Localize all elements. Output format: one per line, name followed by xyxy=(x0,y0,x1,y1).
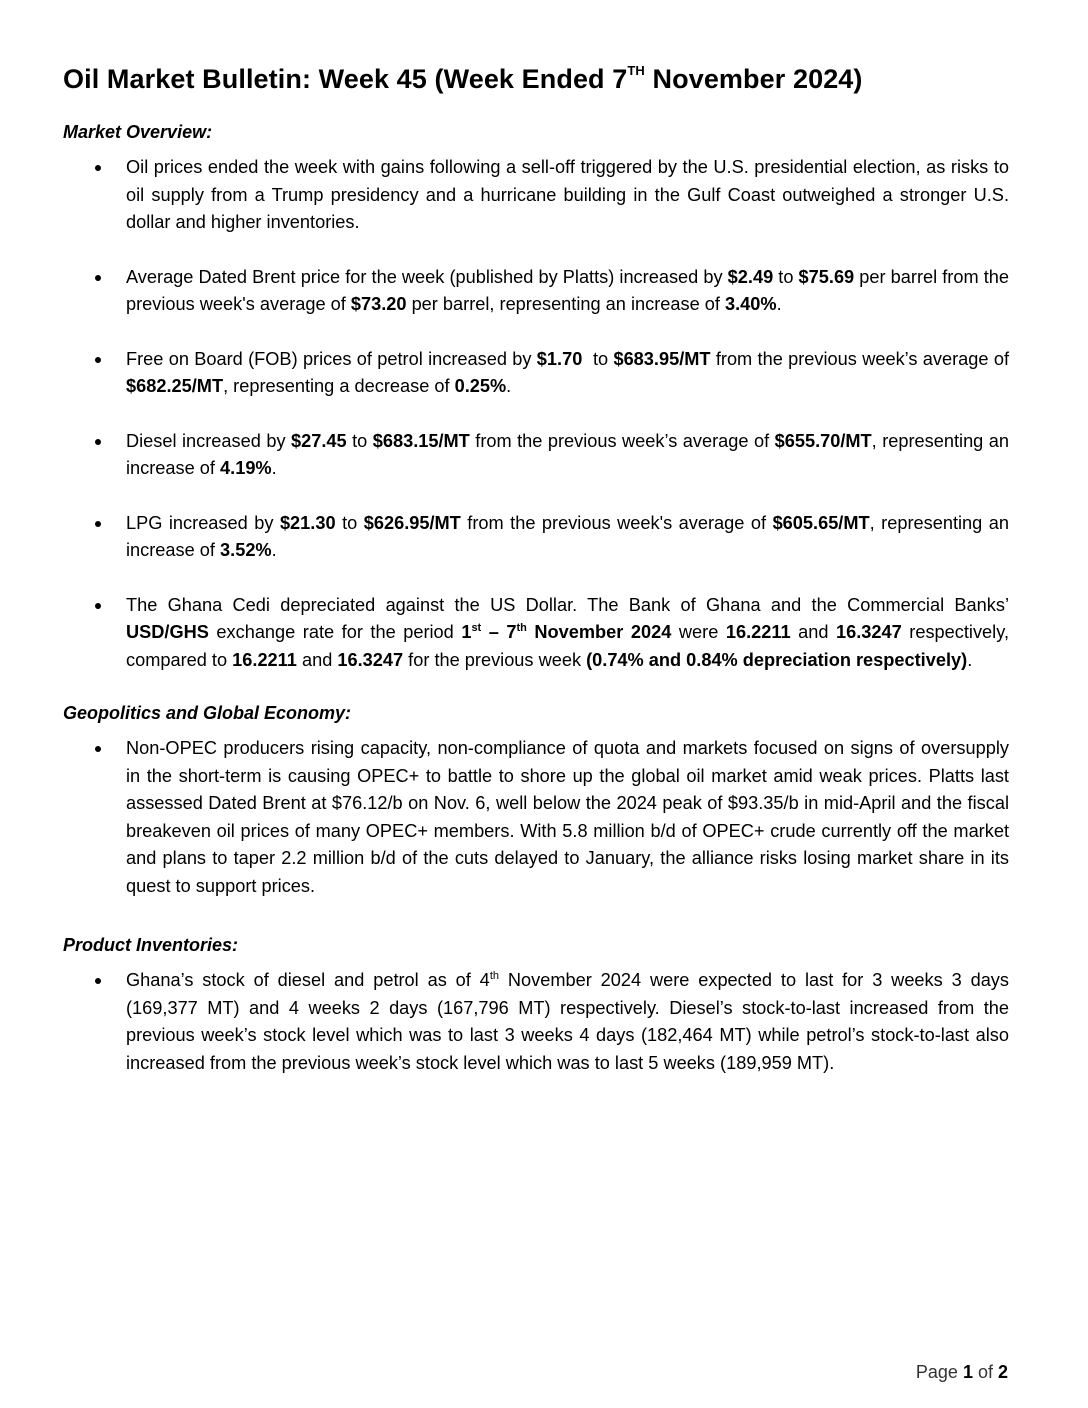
list-item xyxy=(63,154,1009,237)
section-heading-inventories: Product Inventories: xyxy=(63,935,239,955)
page-title xyxy=(63,60,1009,98)
bullet-text: per barrel from the previous week's average of xyxy=(126,266,1010,314)
previous-price-value: $605.65/MT xyxy=(772,512,870,533)
bullet-text: Diesel increased by xyxy=(126,430,291,451)
title-prefix: Oil Market Bulletin: Week 45 (Week Ended 7 xyxy=(63,64,628,94)
bullet-text: , representing an increase of xyxy=(126,512,1009,560)
previous-price-value: $73.20 xyxy=(350,294,407,314)
period-month-year: November 2024 xyxy=(526,622,672,642)
ordinal-suffix: th xyxy=(516,622,527,634)
currency-pair: USD/GHS xyxy=(126,622,209,642)
percent-value: 4.19% xyxy=(220,458,272,478)
depreciation-note: (0.74% and 0.84% depreciation respectively) xyxy=(586,649,968,670)
section-heading-geopolitics: Geopolitics and Global Economy: xyxy=(63,703,352,723)
market-overview-list xyxy=(63,154,1009,674)
bullet-text: . xyxy=(776,294,782,314)
percent-value: 3.52% xyxy=(220,540,272,560)
bullet-icon xyxy=(95,439,101,445)
bullet-text: LPG increased by xyxy=(126,512,280,533)
ordinal-suffix: th xyxy=(489,970,499,982)
price-change-value: $27.45 xyxy=(291,430,347,451)
price-value: $683.95/MT xyxy=(613,348,711,369)
list-item xyxy=(63,346,1009,401)
bullet-text: . xyxy=(967,649,973,670)
bullet-text: respectively, compared to xyxy=(126,622,1010,670)
bullet-text: , representing a decrease of xyxy=(223,376,455,396)
percent-value: 0.25% xyxy=(454,376,507,396)
inventories-section xyxy=(63,933,1009,1077)
period-start-day: 1 xyxy=(461,622,472,642)
bullet-icon xyxy=(95,521,101,527)
commercial-rate-value: 16.3247 xyxy=(836,622,902,642)
bullet-icon xyxy=(95,357,101,363)
price-value: $626.95/MT xyxy=(363,512,461,533)
list-item xyxy=(63,264,1009,319)
bullet-text: and xyxy=(296,649,338,670)
bullet-text: Non-OPEC producers rising capacity, non-compliance of quota and markets focused on signs of oversupply in the short-term is causing OPEC+ to battle to shore up the global oil market amid weak prices. Platts last assessed Dated Brent at $76.12/b on Nov. 6, well below the 2024 peak of $93.35/b in mid-April and the fiscal breakeven oil prices of many OPEC+ members. With 5.8 million b/d of OPEC+ crude currently off the market and plans to taper 2.2 million b/d of the cuts delayed to January, the alliance risks losing market share in its quest to support prices. xyxy=(126,738,1009,896)
previous-bog-rate-value: 16.2211 xyxy=(232,649,297,670)
price-value: $75.69 xyxy=(798,266,855,287)
bullet-text: . xyxy=(271,458,277,478)
bullet-text: exchange rate for the period xyxy=(208,622,462,642)
bullet-text: from the previous week's average of xyxy=(460,512,773,533)
price-change-value: $21.30 xyxy=(279,512,336,533)
price-change-value: $1.70 xyxy=(536,348,583,369)
bullet-text: to xyxy=(773,266,799,287)
inventories-list xyxy=(63,967,1009,1077)
bullet-text: . xyxy=(271,540,277,560)
bullet-icon xyxy=(95,978,101,984)
bullet-text: to xyxy=(346,430,373,451)
section-heading-market-overview: Market Overview: xyxy=(63,122,213,142)
bullet-text: and xyxy=(790,622,836,642)
list-item xyxy=(63,428,1009,483)
list-item xyxy=(63,735,1009,900)
ordinal-suffix: st xyxy=(471,622,482,634)
price-change-value: $2.49 xyxy=(727,266,774,287)
list-item xyxy=(63,967,1009,1077)
total-pages-number: 2 xyxy=(997,1362,1008,1382)
bullet-icon xyxy=(95,275,101,281)
bullet-icon xyxy=(95,746,101,752)
previous-price-value: $682.25/MT xyxy=(126,376,224,396)
previous-price-value: $655.70/MT xyxy=(774,430,872,451)
geopolitics-section xyxy=(63,701,1009,900)
bullet-text: Average Dated Brent price for the week (published by Platts) increased by xyxy=(126,266,728,287)
list-item xyxy=(63,510,1009,565)
percent-value: 3.40% xyxy=(724,294,777,314)
previous-commercial-rate-value: 16.3247 xyxy=(337,649,404,670)
bullet-text: to xyxy=(582,348,614,369)
bullet-text: , representing an increase of xyxy=(126,430,1009,478)
title-suffix: November 2024) xyxy=(644,64,863,94)
bullet-text: for the previous week xyxy=(403,649,587,670)
bullet-text: Ghana’s stock of diesel and petrol as of 4 xyxy=(126,970,490,990)
market-overview-section xyxy=(63,120,1009,674)
bulletin-page xyxy=(63,60,1009,1104)
bog-rate-value: 16.2211 xyxy=(725,622,791,642)
title-superscript: TH xyxy=(627,63,645,78)
period-range xyxy=(461,622,671,642)
of-label: of xyxy=(972,1362,998,1382)
bullet-text: from the previous week’s average of xyxy=(710,348,1009,369)
bullet-text: November 2024 were expected to last for 3 weeks 3 days (169,377 MT) and 4 weeks 2 days (167,796 MT) respectively. Diesel’s stock-to-last increased from the previous week’s stock level which was to last 3 weeks 4 days (182,464 MT) while petrol’s stock-to-last also increased from the previous week’s stock level which was to last 5 weeks (189,959 MT). xyxy=(126,970,1009,1073)
page-number xyxy=(916,1362,1008,1383)
bullet-text: Oil prices ended the week with gains following a sell-off triggered by the U.S. presidential election, as risks to oil supply from a Trump presidency and a hurricane building in the Gulf Coast outweighed a stronger U.S. dollar and higher inventories. xyxy=(126,157,1009,232)
list-item xyxy=(63,592,1009,675)
bullet-text: from the previous week’s average of xyxy=(469,430,775,451)
bullet-text: were xyxy=(671,622,726,642)
bullet-icon xyxy=(95,165,101,171)
price-value: $683.15/MT xyxy=(372,430,470,451)
bullet-text: . xyxy=(506,376,512,396)
page-label: Page xyxy=(915,1362,963,1382)
bullet-text: Free on Board (FOB) prices of petrol increased by xyxy=(126,348,537,369)
period-end-day: – 7 xyxy=(481,622,517,642)
bullet-text: per barrel, representing an increase of xyxy=(406,294,725,314)
current-page-number: 1 xyxy=(962,1362,973,1382)
geopolitics-list xyxy=(63,735,1009,900)
bullet-text: The Ghana Cedi depreciated against the US Dollar. The Bank of Ghana and the Commercial Banks’ xyxy=(126,594,1009,615)
bullet-text: to xyxy=(335,512,364,533)
bullet-icon xyxy=(95,603,101,609)
